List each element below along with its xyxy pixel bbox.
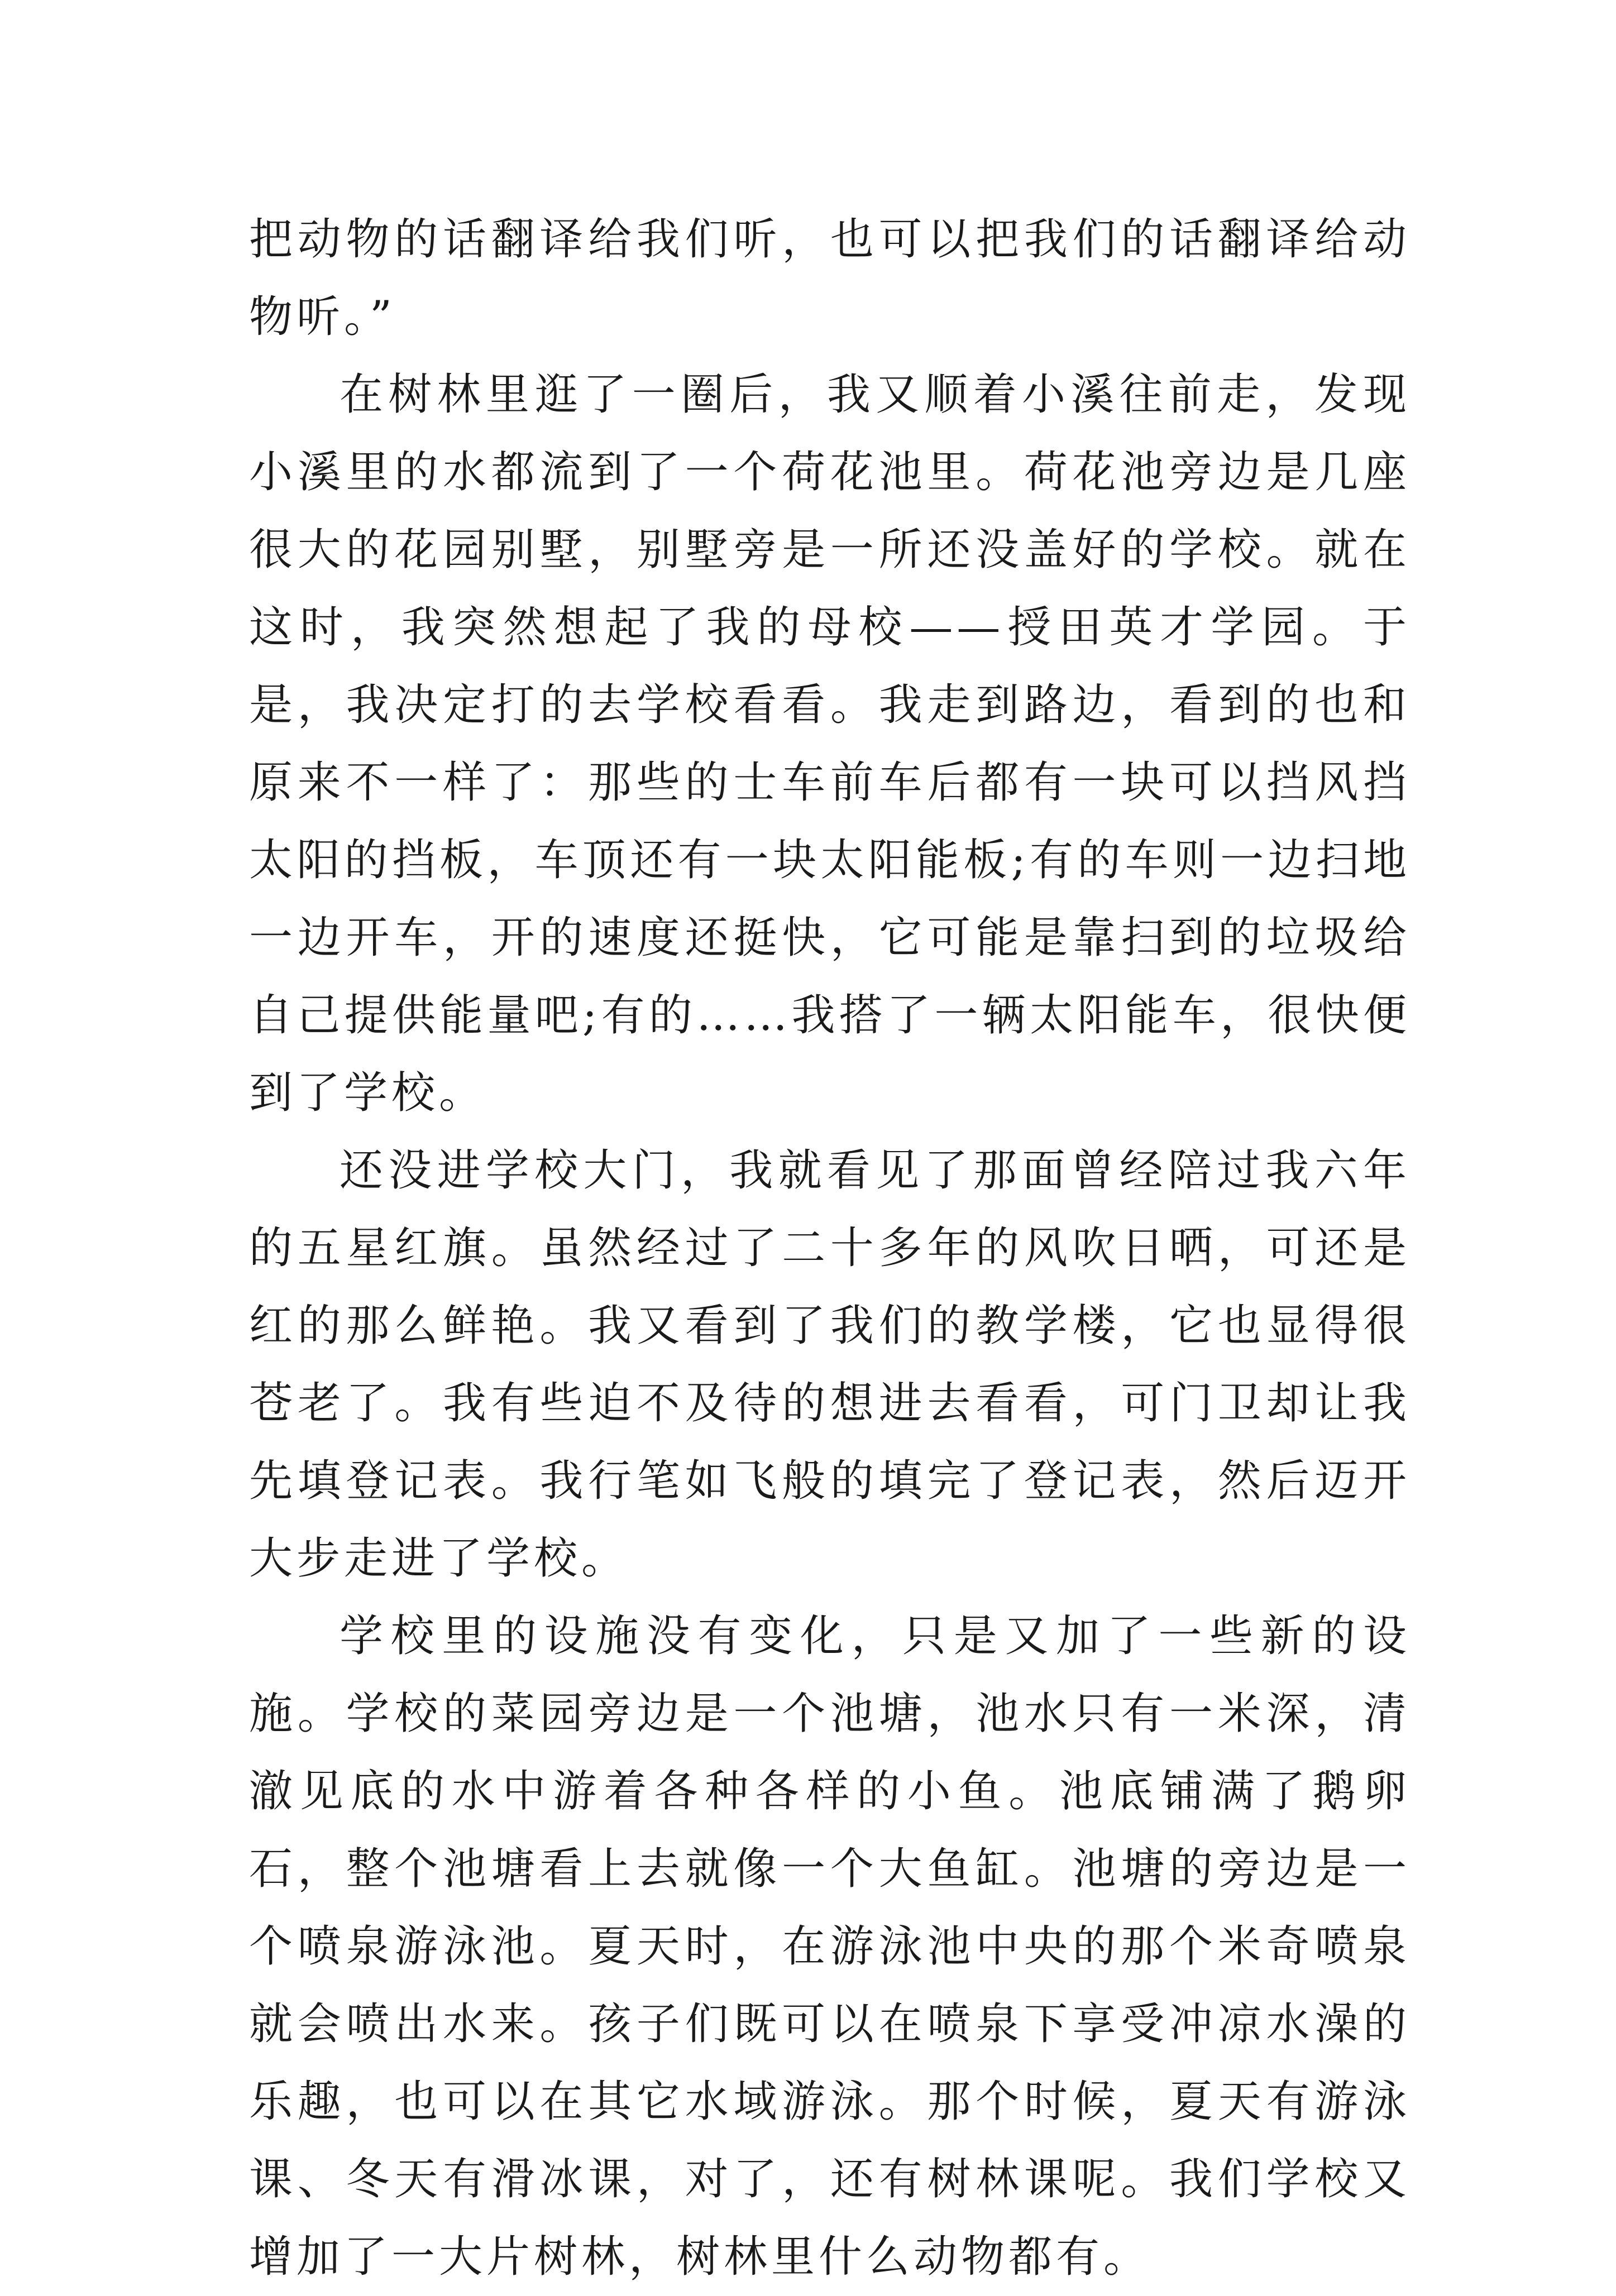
paragraph: 学校里的设施没有变化，只是又加了一些新的设施。学校的菜园旁边是一个池塘，池水只有一米深，清澈见底的水中游着各种各样的小鱼。池底铺满了鹅卵石，整个池塘看上去就像一个大鱼缸。池塘的旁边是一个喷泉游泳池。夏天时，在游泳池中央的那个米奇喷泉就会喷出水来。孩子们既可以在喷泉下享受冲凉水澡的乐趣，也可以在其它水域游泳。那个时候，夏天有游泳课、冬天有滑冰课，对了，还有树林课呢。我们学校又增加了一大片树林，树林里什么动物都有。 xyxy=(249,1611,1411,2282)
paragraph: 在树林里逛了一圈后，我又顺着小溪往前走，发现小溪里的水都流到了一个荷花池里。荷花池旁边是几座很大的花园别墅，别墅旁是一所还没盖好的学校。就在这时，我突然想起了我的母校——授田英才学园。于是，我决定打的去学校看看。我走到路边，看到的也和原来不一样了：那些的士车前车后都有一块可以挡风挡太阳的挡板，车顶还有一块太阳能板;有的车则一边扫地一边开车，开的速度还挺快，它可能是靠扫到的垃圾给自己提供能量吧;有的……我搭了一辆太阳能车，很快便到了学校。 xyxy=(249,370,1411,1118)
paragraph-continued: 把动物的话翻译给我们听，也可以把我们的话翻译给动物听。” xyxy=(249,214,1411,342)
body-text xyxy=(249,201,1411,2296)
paragraph: 还没进学校大门，我就看见了那面曾经陪过我六年的五星红旗。虽然经过了二十多年的风吹日晒，可还是红的那么鲜艳。我又看到了我们的教学楼，它也显得很苍老了。我有些迫不及待的想进去看看，可门卫却让我先填登记表。我行笔如飞般的填完了登记表，然后迈开大步走进了学校。 xyxy=(249,1145,1411,1584)
